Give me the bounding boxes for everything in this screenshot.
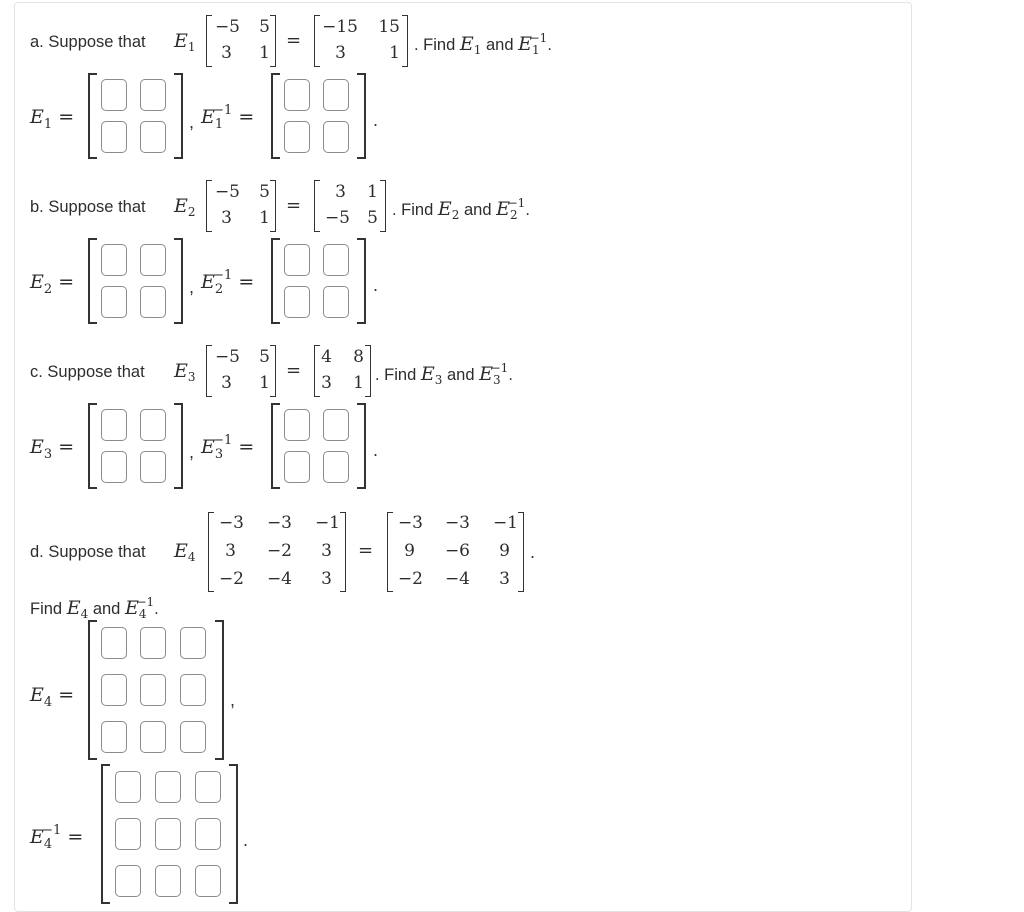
part-c-lhs-cell: 3 bbox=[221, 373, 232, 393]
part-b-einv-answer-label: $E_2^{-1}$ = bbox=[201, 268, 255, 297]
part-a-find-text: . Find $E_1$ and $E_1^{-1}$. bbox=[414, 31, 552, 57]
part-b-rhs-right-bracket bbox=[380, 180, 386, 232]
part-a-e-right-bracket bbox=[174, 73, 183, 159]
part-a-label: a. Suppose that bbox=[30, 33, 146, 51]
part-c-e-symbol: $E_3$ bbox=[174, 360, 196, 384]
part-c-rhs-right-bracket bbox=[365, 345, 371, 397]
part-b-e-input-r2c2[interactable] bbox=[140, 286, 166, 318]
part-a-e-input-r2c2[interactable] bbox=[140, 121, 166, 153]
part-b-einv-right-bracket bbox=[357, 238, 366, 324]
part-d-e-input-r2c2[interactable] bbox=[140, 674, 166, 706]
part-a-period: . bbox=[373, 110, 379, 130]
part-d-einv-input-r2c3[interactable] bbox=[195, 818, 221, 850]
part-b-lhs-right-bracket bbox=[270, 180, 276, 232]
part-d-find-text: Find $E_4$ and $E_4^{-1}$. bbox=[30, 595, 159, 621]
part-d-rhs-cell: −1 bbox=[492, 513, 518, 533]
part-c-lhs-cell: 1 bbox=[259, 373, 270, 393]
part-d-lhs-cell: 3 bbox=[321, 541, 332, 561]
part-a-lhs-cell: 3 bbox=[221, 43, 232, 63]
part-a-lhs-cell: −5 bbox=[214, 17, 240, 37]
part-c-rhs-cell: 1 bbox=[353, 373, 364, 393]
part-c-e-left-bracket bbox=[88, 403, 97, 489]
part-b-e-answer-label: $E_2$ = bbox=[30, 271, 75, 297]
part-b-find-text: . Find $E_2$ and $E_2^{-1}$. bbox=[392, 196, 530, 222]
part-d-e-input-r3c2[interactable] bbox=[140, 721, 166, 753]
part-d-einv-left-bracket bbox=[101, 764, 110, 904]
part-b-einv-input-r1c1[interactable] bbox=[284, 244, 310, 276]
part-a-lhs-right-bracket bbox=[270, 15, 276, 67]
part-c-find-text: . Find $E_3$ and $E_3^{-1}$. bbox=[375, 361, 513, 387]
part-d-e-input-r2c1[interactable] bbox=[101, 674, 127, 706]
part-c-comma: , bbox=[189, 442, 195, 462]
part-d-equals: = bbox=[358, 540, 374, 561]
part-a-einv-left-bracket bbox=[271, 73, 280, 159]
part-d-einv-input-r3c3[interactable] bbox=[195, 865, 221, 897]
part-a-e-input-r2c1[interactable] bbox=[101, 121, 127, 153]
part-d-einv-input-r2c1[interactable] bbox=[115, 818, 141, 850]
part-b-lhs-cell: 5 bbox=[259, 182, 270, 202]
part-d-lhs-cell: −2 bbox=[266, 541, 292, 561]
part-d-rhs-right-bracket bbox=[518, 512, 524, 592]
part-d-e-right-bracket bbox=[215, 620, 224, 760]
part-a-einv-input-r1c2[interactable] bbox=[323, 79, 349, 111]
part-b-einv-left-bracket bbox=[271, 238, 280, 324]
part-a-rhs-cell: 3 bbox=[335, 43, 346, 63]
part-c-e-input-r2c2[interactable] bbox=[140, 451, 166, 483]
part-c-lhs-cell: 5 bbox=[259, 347, 270, 367]
part-b-rhs-cell: 3 bbox=[335, 182, 346, 202]
part-c-einv-left-bracket bbox=[271, 403, 280, 489]
part-d-einv-input-r1c3[interactable] bbox=[195, 771, 221, 803]
part-a-lhs-cell: 5 bbox=[259, 17, 270, 37]
part-c-rhs-cell: 3 bbox=[321, 373, 332, 393]
part-c-lhs-right-bracket bbox=[270, 345, 276, 397]
part-c-e-right-bracket bbox=[174, 403, 183, 489]
part-b-einv-input-r1c2[interactable] bbox=[323, 244, 349, 276]
part-c-einv-input-r1c1[interactable] bbox=[284, 409, 310, 441]
part-a-einv-right-bracket bbox=[357, 73, 366, 159]
part-b-equals: = bbox=[286, 195, 302, 216]
part-a-lhs-cell: 1 bbox=[259, 43, 270, 63]
part-d-label: d. Suppose that bbox=[30, 543, 146, 561]
part-b-lhs-cell: 1 bbox=[259, 208, 270, 228]
part-a-e-left-bracket bbox=[88, 73, 97, 159]
part-d-lhs-cell: 3 bbox=[225, 541, 236, 561]
part-d-e-answer-label: $E_4$ = bbox=[30, 684, 75, 710]
part-d-period: . bbox=[243, 830, 249, 850]
part-c-einv-input-r2c2[interactable] bbox=[323, 451, 349, 483]
part-c-rhs-cell: 8 bbox=[353, 347, 364, 367]
part-a-einv-answer-label: $E_1^{-1}$ = bbox=[201, 103, 255, 132]
part-a-equals: = bbox=[286, 30, 302, 51]
part-b-e-symbol: $E_2$ bbox=[174, 195, 196, 219]
part-b-lhs-cell: 3 bbox=[221, 208, 232, 228]
part-d-lhs-cell: 3 bbox=[321, 569, 332, 589]
part-d-rhs-cell: 9 bbox=[404, 541, 415, 561]
part-d-lhs-cell: −1 bbox=[314, 513, 340, 533]
part-d-e-input-r3c3[interactable] bbox=[180, 721, 206, 753]
part-d-einv-input-r2c2[interactable] bbox=[155, 818, 181, 850]
part-b-e-input-r1c1[interactable] bbox=[101, 244, 127, 276]
part-d-rhs-cell: 9 bbox=[499, 541, 510, 561]
part-c-einv-input-r1c2[interactable] bbox=[323, 409, 349, 441]
part-a-einv-input-r2c1[interactable] bbox=[284, 121, 310, 153]
part-d-lhs-cell: −3 bbox=[218, 513, 244, 533]
part-d-rhs-cell: −2 bbox=[397, 569, 423, 589]
part-d-e-symbol: $E_4$ bbox=[174, 540, 196, 564]
part-d-e-left-bracket bbox=[88, 620, 97, 760]
part-c-label: c. Suppose that bbox=[30, 363, 145, 381]
part-d-e-input-r1c3[interactable] bbox=[180, 627, 206, 659]
part-d-e-input-r1c2[interactable] bbox=[140, 627, 166, 659]
part-d-statement-period: . bbox=[530, 542, 536, 562]
part-a-comma: , bbox=[189, 112, 195, 132]
part-c-e-answer-label: $E_3$ = bbox=[30, 436, 75, 462]
part-b-e-input-r1c2[interactable] bbox=[140, 244, 166, 276]
part-d-einv-input-r3c1[interactable] bbox=[115, 865, 141, 897]
part-a-einv-input-r1c1[interactable] bbox=[284, 79, 310, 111]
part-c-e-input-r1c2[interactable] bbox=[140, 409, 166, 441]
part-d-rhs-cell: −4 bbox=[444, 569, 470, 589]
part-d-e-input-r1c1[interactable] bbox=[101, 627, 127, 659]
part-c-einv-answer-label: $E_3^{-1}$ = bbox=[201, 433, 255, 462]
part-c-e-input-r1c1[interactable] bbox=[101, 409, 127, 441]
part-a-e-input-r1c2[interactable] bbox=[140, 79, 166, 111]
part-b-label: b. Suppose that bbox=[30, 198, 146, 216]
part-d-lhs-right-bracket bbox=[340, 512, 346, 592]
part-c-e-input-r2c1[interactable] bbox=[101, 451, 127, 483]
part-a-rhs-cell: 15 bbox=[378, 17, 400, 37]
part-a-e-symbol: $E_1$ bbox=[174, 30, 196, 54]
part-a-rhs-cell: 1 bbox=[389, 43, 400, 63]
part-d-rhs-cell: −6 bbox=[444, 541, 470, 561]
part-d-e-input-r3c1[interactable] bbox=[101, 721, 127, 753]
part-d-einv-right-bracket bbox=[229, 764, 238, 904]
part-b-e-left-bracket bbox=[88, 238, 97, 324]
part-c-period: . bbox=[373, 440, 379, 460]
part-b-lhs-cell: −5 bbox=[214, 182, 240, 202]
part-c-lhs-cell: −5 bbox=[214, 347, 240, 367]
part-b-einv-input-r2c2[interactable] bbox=[323, 286, 349, 318]
part-d-rhs-cell: −3 bbox=[397, 513, 423, 533]
part-d-lhs-cell: −2 bbox=[218, 569, 244, 589]
part-b-rhs-cell: 5 bbox=[367, 208, 378, 228]
part-d-rhs-cell: 3 bbox=[499, 569, 510, 589]
part-b-rhs-cell: 1 bbox=[367, 182, 378, 202]
part-d-einv-input-r1c1[interactable] bbox=[115, 771, 141, 803]
part-b-e-right-bracket bbox=[174, 238, 183, 324]
part-d-einv-input-r1c2[interactable] bbox=[155, 771, 181, 803]
part-a-rhs-right-bracket bbox=[402, 15, 408, 67]
part-d-lhs-cell: −3 bbox=[266, 513, 292, 533]
part-a-e-answer-label: $E_1$ = bbox=[30, 106, 75, 132]
part-a-einv-input-r2c2[interactable] bbox=[323, 121, 349, 153]
part-a-e-input-r1c1[interactable] bbox=[101, 79, 127, 111]
part-d-comma: , bbox=[230, 690, 236, 710]
part-c-rhs-cell: 4 bbox=[321, 347, 332, 367]
part-b-e-input-r2c1[interactable] bbox=[101, 286, 127, 318]
part-d-rhs-cell: −3 bbox=[444, 513, 470, 533]
part-b-period: . bbox=[373, 275, 379, 295]
part-d-einv-answer-label: $E_4^{-1}$ = bbox=[30, 823, 84, 852]
part-a-rhs-cell: −15 bbox=[322, 17, 358, 37]
part-c-einv-right-bracket bbox=[357, 403, 366, 489]
part-d-einv-input-r3c2[interactable] bbox=[155, 865, 181, 897]
part-d-lhs-cell: −4 bbox=[266, 569, 292, 589]
part-b-einv-input-r2c1[interactable] bbox=[284, 286, 310, 318]
part-c-einv-input-r2c1[interactable] bbox=[284, 451, 310, 483]
part-b-comma: , bbox=[189, 277, 195, 297]
part-b-rhs-cell: −5 bbox=[324, 208, 350, 228]
part-d-e-input-r2c3[interactable] bbox=[180, 674, 206, 706]
part-c-equals: = bbox=[286, 360, 302, 381]
